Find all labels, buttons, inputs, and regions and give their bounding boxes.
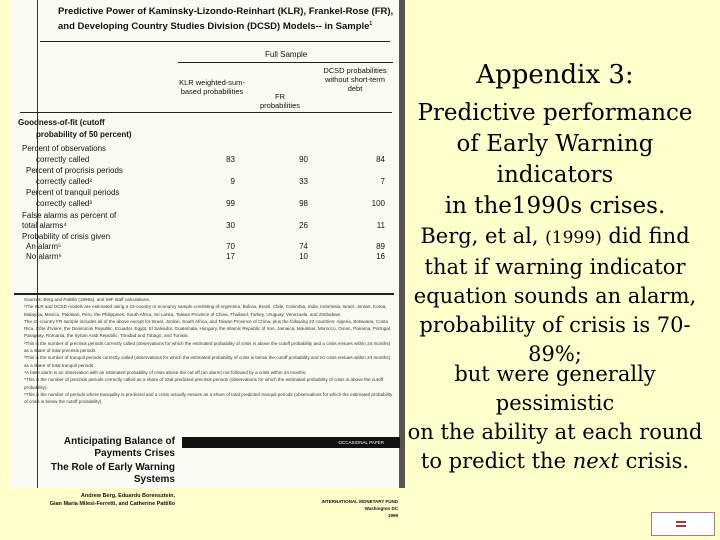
row-label: Percent of observations (22, 144, 107, 153)
cell-value: 11 (376, 221, 385, 230)
table-row (18, 242, 398, 252)
row-label: correctly called (36, 155, 90, 164)
table-row (18, 155, 398, 165)
text: Berg, et al, (420, 224, 546, 248)
table-row (18, 118, 398, 128)
occasional-paper-bar: OCCASIONAL PAPER (182, 437, 400, 448)
table-row (18, 221, 398, 231)
table-row (18, 130, 398, 140)
footnote: ⁴A false alarm is an observation with an estimated probability of crisis above the cut off (an alarm) not followed by a crisis within 24 months. (24, 369, 307, 375)
publisher-name: INTERNATIONAL MONETARY FUND (321, 499, 398, 504)
subheading-line: in the1990s crises. (444, 193, 666, 219)
publisher-city: Washington DC (364, 506, 398, 511)
text: did find (601, 224, 690, 248)
paragraph-line: that if warning indicator (424, 255, 686, 279)
divider (178, 62, 393, 63)
year-text: (1999) (545, 228, 602, 248)
cell-value: 90 (299, 155, 308, 164)
cell-value: 99 (226, 199, 235, 208)
column-header-klr: KLR weighted-sum-based probabilities (179, 78, 245, 96)
cell-value: 10 (299, 252, 308, 261)
divider (20, 112, 392, 113)
cell-value: 7 (380, 177, 385, 186)
slide-subheading (400, 98, 710, 222)
row-label: correctly called³ (36, 199, 93, 208)
row-label: Percent of tranquil periods (26, 188, 120, 197)
row-label: correctly called² (36, 177, 93, 186)
cell-value: 70 (226, 242, 235, 251)
cell-value: 30 (226, 221, 235, 230)
footnote: The 41-country FR sample includes all of the above except for Israel, Jordan, South Africa, and Taiwan Province of China, plus the following 22 countries: Algeria, Botswana, Costa Rica, Côte d'Ivoire, the Dominican Republic, Ecuador, Egypt, El Salvador, Guatemala, Hungary, the Islamic Republic of Iran, Jamaica, Mauritius, Morocco, Oman, Panama, Portugal, Paraguay, Romania, the Syrian Arab Republic, Trinidad and Tobago, and Tunisia. (24, 318, 392, 339)
cell-value: 17 (226, 252, 235, 261)
table-row (18, 188, 398, 198)
footnote: ⁶This is the number of periods where tranquility is predicted and a crisis actually ensues as a share of total predicted tranquil periods (observations for which the estimated probability of crisis is below the cutoff probability). (24, 391, 393, 405)
cell-value: 83 (226, 155, 235, 164)
book-title (20, 436, 175, 486)
cell-value: 100 (371, 199, 385, 208)
row-label: total alarms⁴ (22, 221, 67, 230)
book-authors (18, 492, 175, 508)
authors-line: Gian Maria Milesi-Ferretti, and Catherine Pattillo (49, 501, 175, 507)
title-text: and Developing Country Studies Division (DCSD) Models-- in Sample (58, 21, 370, 33)
footnote: ⁵This is the number of precrisis periods correctly called as a share of total predicted precrisis periods (observations for which the estimated probability of crisis is above the cutoff probability). (24, 377, 384, 390)
cell-value: 74 (299, 242, 308, 251)
table-row (18, 211, 398, 221)
subheading-line: Predictive performance (417, 100, 693, 126)
table-row (18, 144, 398, 154)
paragraph-line: probability of crisis is 70-89%; (419, 313, 691, 366)
full-sample-header: Full Sample (265, 50, 308, 59)
title-sup: 1 (369, 21, 373, 27)
row-label: Probability of crisis given (22, 232, 111, 241)
table-row (18, 199, 398, 209)
text: crisis. (618, 449, 690, 473)
footnote: ³This is the number of tranquil periods correctly called (observations for which the estimated probability of crisis is below the cutoff probability and no crisis ensues within 24 months) as a share of total tranquil periods. (24, 355, 391, 368)
row-label: probability of 50 percent) (36, 130, 132, 139)
row-label: Percent of procrisis periods (26, 166, 123, 175)
divider (40, 41, 390, 42)
table-row (18, 166, 398, 176)
title-line (58, 18, 393, 33)
publisher (260, 498, 398, 519)
paragraph-line (400, 447, 710, 476)
table-row (18, 232, 398, 242)
book-title-line: Payments Crises (94, 448, 175, 459)
column-header-dcsd: DCSD probabilities without short-term debt (323, 66, 387, 93)
book-subtitle: The Role of Early Warning Systems (50, 462, 175, 485)
slide-paragraph-1 (400, 222, 710, 369)
table-row (18, 177, 398, 187)
subheading-line: of Early Warning indicators (456, 131, 654, 188)
book-title-line: Anticipating Balance of (63, 436, 175, 447)
footnote: ²This is the number of precrisis periods correctly called (observations for which the estimated probability of crisis is above the cutoff probability and a crisis ensues within 24 months) as a share of total precrisis periods. (24, 340, 391, 354)
table-title (58, 6, 393, 33)
slide-heading: Appendix 3: (476, 60, 634, 90)
paragraph-line: equation sounds an alarm, (413, 284, 697, 308)
slide-paragraph-2 (400, 360, 710, 476)
cell-value: 84 (376, 155, 385, 164)
title-line: Predictive Power of Kaminsky-Lizondo-Reinhart (KLR), Frankel-Rose (FR), (58, 6, 394, 17)
row-label: No alarm⁶ (26, 252, 62, 261)
cell-value: 33 (299, 177, 308, 186)
footnote: ¹The KLR and DCSD models are estimated using a 23-country or economy sample consisting of Argentina, Bolivia, Brazil, Chile, Colombia, India, Indonesia, Israel, Jordan, Korea, Malaysia, Mexico, Pakistan, Peru, the Philippines, South Africa, Sri Lanka, Taiwan Province of China, Thailand, Turkey, Uruguay, Venezuela, and Zimbabwe. (24, 304, 387, 317)
cell-value: 98 (299, 199, 308, 208)
divider (14, 293, 394, 295)
publisher-year: 1999 (387, 513, 398, 518)
institution-logo (651, 512, 715, 536)
flag-icon (676, 521, 686, 529)
row-label: False alarms as percent of (22, 211, 117, 220)
paragraph-line: but were generally pessimistic (454, 362, 656, 415)
emphasis-text: next (572, 449, 619, 473)
cell-value: 9 (230, 177, 235, 186)
footnotes (24, 296, 394, 405)
cell-value: 89 (376, 242, 385, 251)
authors-line: Andrew Berg, Eduardo Borensztein, (80, 493, 175, 499)
row-label: Goodness-of-fit (cutoff (18, 118, 105, 127)
row-label: An alarm⁵ (26, 242, 62, 251)
column-header-fr: FR probabilities (259, 92, 301, 110)
table-row (18, 252, 398, 262)
text: to predict the (420, 449, 573, 473)
cell-value: 26 (299, 221, 308, 230)
paragraph-line (400, 222, 710, 253)
footnote: Sources: Berg and Pattillo (1999a), and IMF staff calculations. (24, 297, 151, 302)
paragraph-line: on the ability at each round (407, 420, 703, 444)
cell-value: 16 (376, 252, 385, 261)
scanned-table-image (10, 0, 405, 518)
